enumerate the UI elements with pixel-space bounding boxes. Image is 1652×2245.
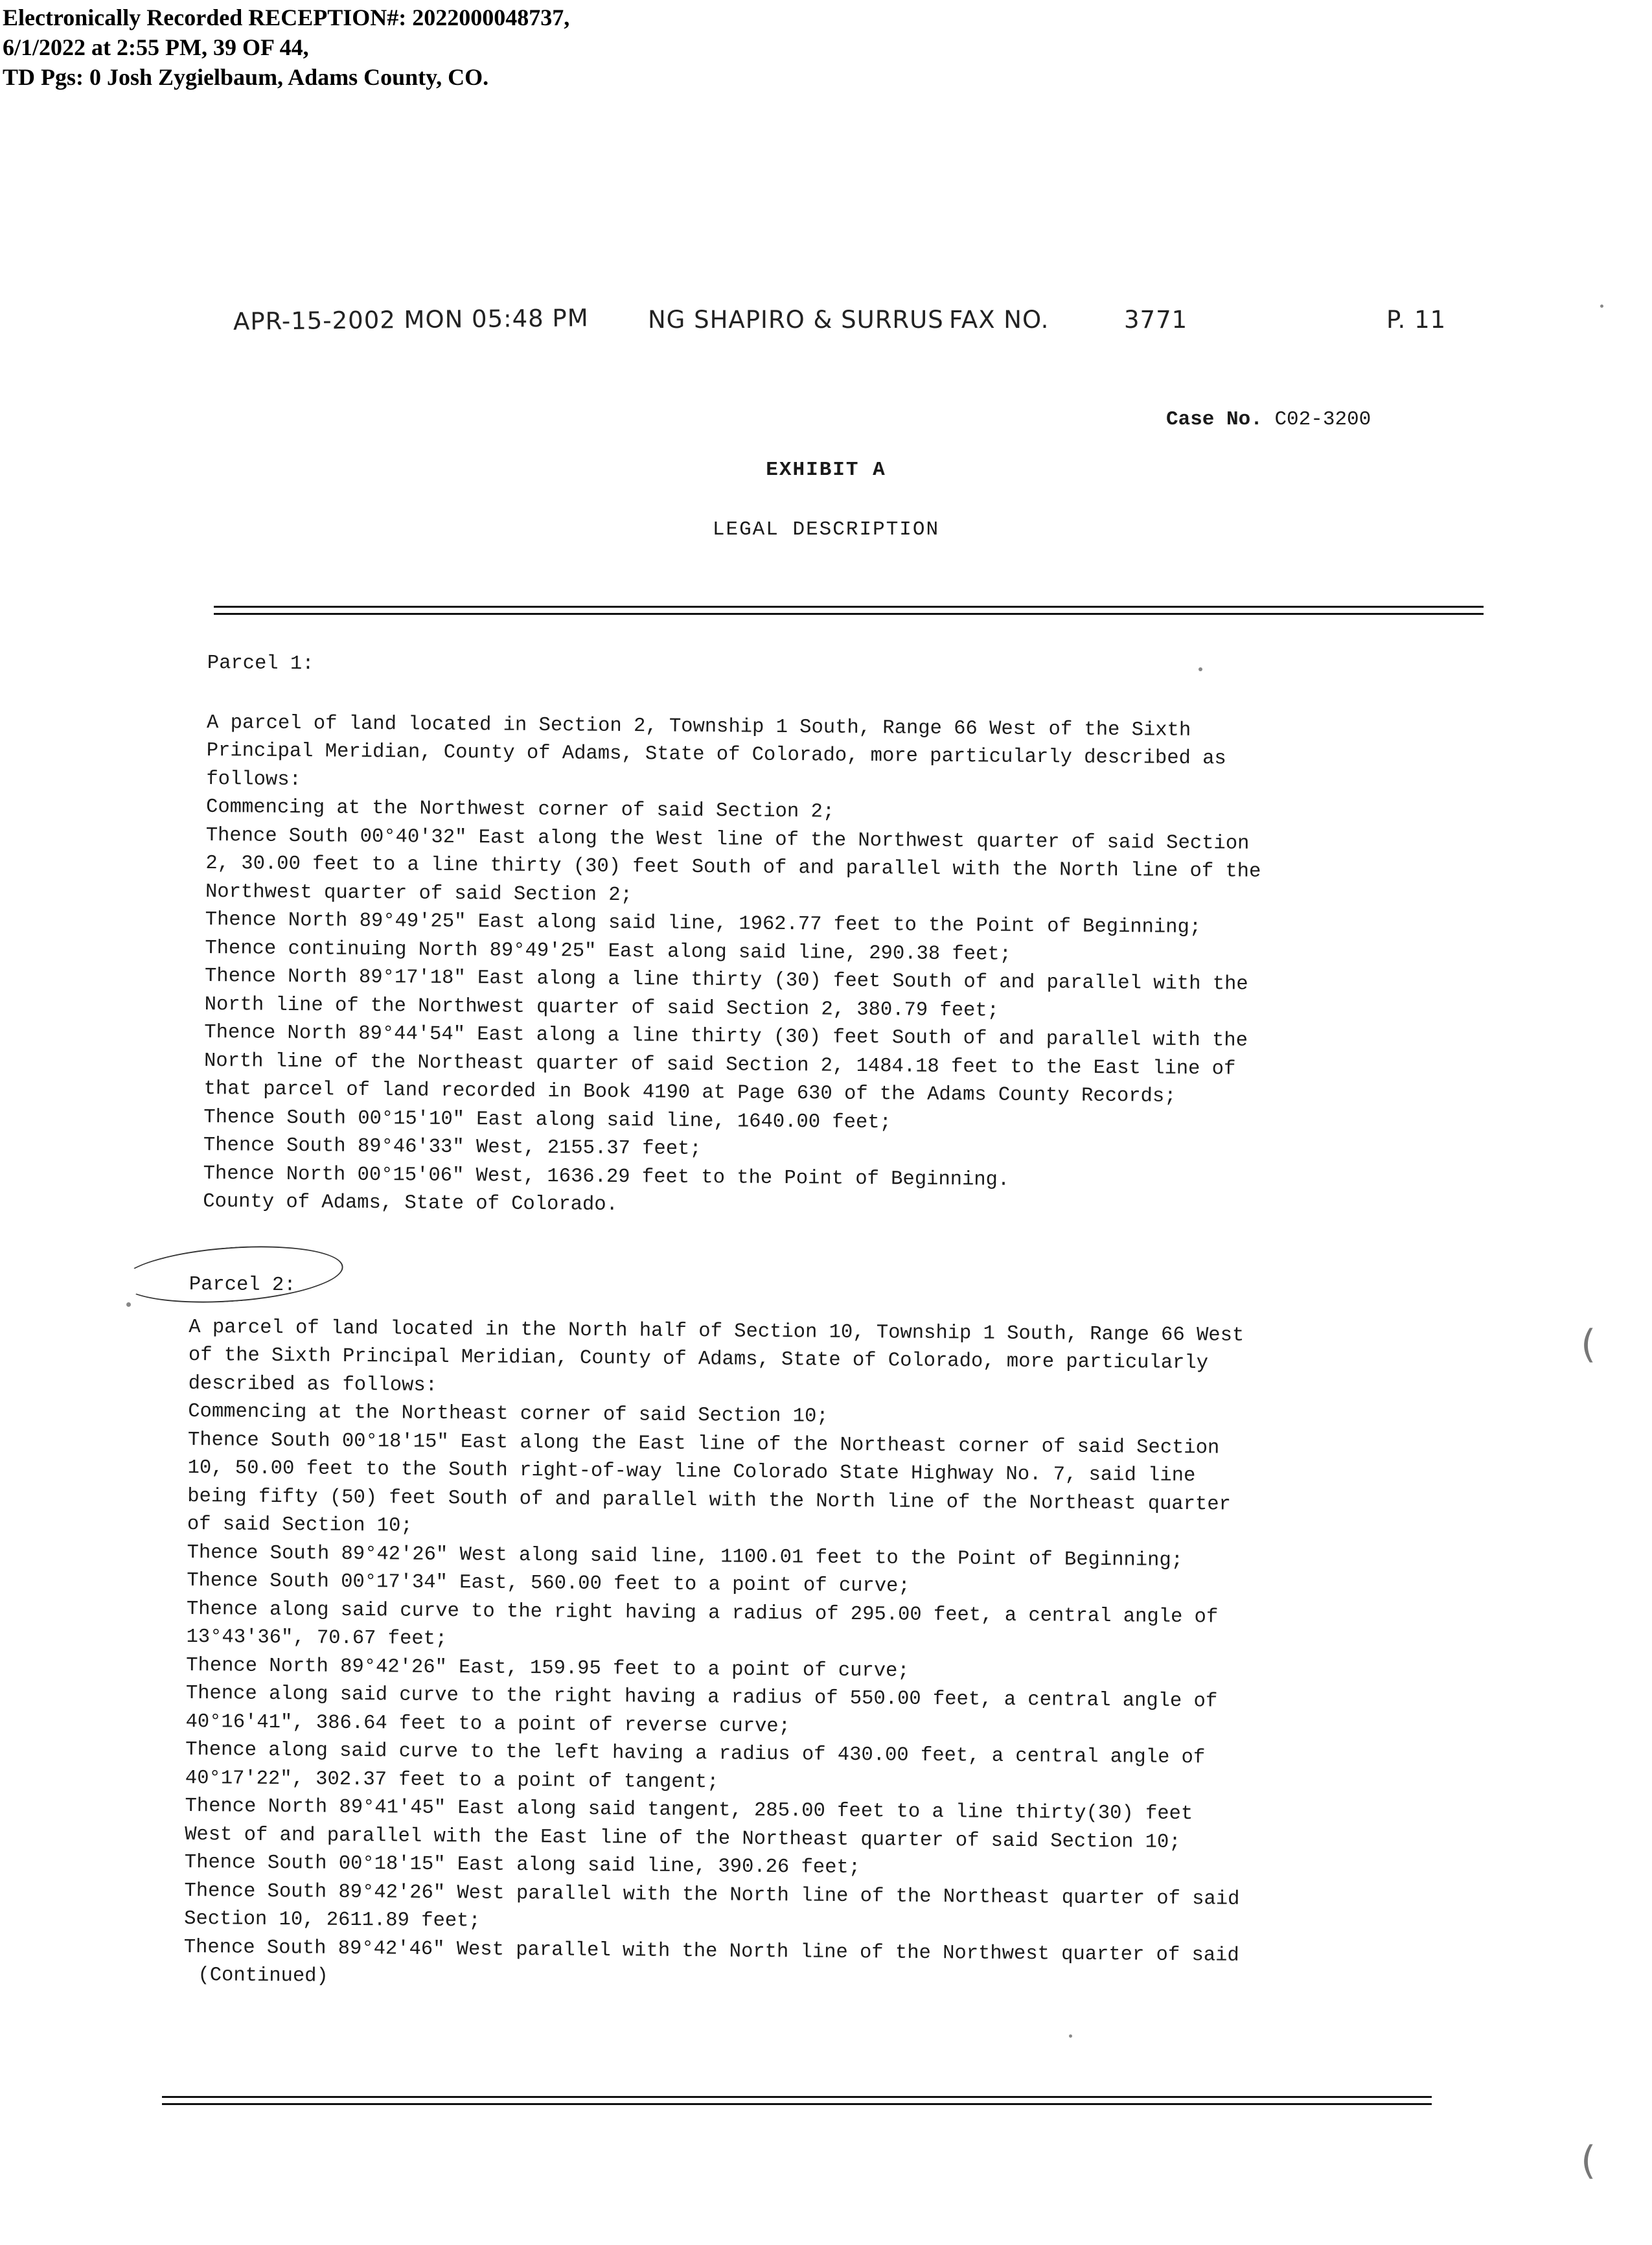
parcel-1-line: 2, 30.00 feet to a line thirty (30) feet South of and parallel with the North line of the [205,852,1261,883]
parcel-2-line: Commencing at the Northeast corner of said Section 10; [188,1400,829,1428]
parcel-2-heading: Parcel 2: [189,1273,296,1297]
parcel-1-line: North line of the Northwest quarter of said Section 2, 380.79 feet; [204,993,1000,1022]
scan-speck [1199,667,1202,671]
parcel-2-body [183,1313,1244,1998]
fax-sender: NG SHAPIRO & SURRUS [648,306,944,334]
recording-line-3: TD Pgs: 0 Josh Zygielbaum, Adams County, CO. [3,64,489,90]
parcel-1-line: that parcel of land recorded in Book 4190 at Page 630 of the Adams County Records; [203,1077,1176,1108]
parcel-2-line: Thence South 00°17'34" East, 560.00 feet to a point of curve; [187,1569,910,1598]
parcel-1-section [203,650,1263,1225]
parcel-2-line: Thence along said curve to the right having a radius of 550.00 feet, a central angle of [185,1682,1218,1713]
parcel-2-line: A parcel of land located in the North half of Section 10, Township 1 South, Range 66 West [189,1316,1245,1347]
parcel-2-line: Thence South 00°18'15" East along the East line of the Northeast corner of said Section [187,1429,1220,1459]
parcel-2-line: described as follows: [188,1372,438,1397]
case-number-value: C02-3200 [1274,408,1371,431]
fax-number-label: FAX NO. [949,306,1050,334]
parcel-2-line: 10, 50.00 feet to the South right-of-way line Colorado State Highway No. 7, said line [187,1456,1196,1488]
recording-stamp [3,3,569,92]
parcel-1-line: Thence continuing North 89°49'25" East along said line, 290.38 feet; [205,937,1012,966]
parcel-1-line: A parcel of land located in Section 2, Township 1 South, Range 66 West of the Sixth [206,711,1191,742]
parcel-2-line: Section 10, 2611.89 feet; [184,1907,481,1933]
fax-header [233,306,1484,345]
parcel-2-line: Thence along said curve to the right having a radius of 295.00 feet, a central angle of [186,1598,1219,1628]
parcel-2-section [183,1271,1245,1998]
parcel-2-line: Thence North 89°42'26" East, 159.95 feet to a point of curve; [186,1654,910,1683]
scan-speck [1069,2034,1072,2038]
scan-speck [1600,305,1603,308]
parcel-2-line: Thence along said curve to the left having a radius of 430.00 feet, a central angle of [185,1738,1206,1769]
fax-date-time: APR-15-2002 MON 05:48 PM [233,304,589,336]
parcel-2-line: being fifty (50) feet South of and parallel with the North line of the Northeast quarter [187,1485,1232,1516]
fax-page-number: P. 11 [1386,306,1447,334]
parcel-1-line: North line of the Northeast quarter of said Section 2, 1484.18 feet to the East line of [203,1050,1236,1080]
parcel-2-line: Thence South 89°42'46" West parallel with the North line of the Northwest quarter of said [183,1936,1239,1967]
parcel-2-line: Thence South 89°42'26" West parallel with the North line of the Northeast quarter of said [184,1880,1240,1911]
bottom-divider-rule-2 [162,2103,1432,2105]
parcel-1-line: Thence North 89°17'18" East along a line thirty (30) feet South of and parallel with the [204,965,1248,996]
parcel-2-line: Thence North 89°41'45" East along said tangent, 285.00 feet to a line thirty(30) feet [185,1795,1193,1826]
margin-paren-mark-bottom: ( [1581,2138,1596,2183]
parcel-1-line: Thence North 89°44'54" East along a line thirty (30) feet South of and parallel with the [204,1021,1248,1052]
parcel-2-line: 40°16'41", 386.64 feet to a point of reverse curve; [185,1710,791,1738]
parcel-2-line: West of and parallel with the East line of the Northeast quarter of said Section 10; [185,1823,1181,1854]
exhibit-title: EXHIBIT A [766,459,886,481]
parcel-2-line: 40°17'22", 302.37 feet to a point of tangent; [185,1767,719,1793]
parcel-1-line: Thence South 00°15'10" East along said line, 1640.00 feet; [203,1106,892,1134]
fax-number-fragment: 3771 [1124,306,1188,334]
parcel-1-line: Thence South 00°40'32" East along the West line of the Northwest quarter of said Section [205,824,1250,855]
recording-line-1: Electronically Recorded RECEPTION#: 2022000048737, [3,5,570,30]
parcel-1-line: Northwest quarter of said Section 2; [205,881,633,906]
recording-line-2: 6/1/2022 at 2:55 PM, 39 OF 44, [3,34,309,60]
parcel-1-line: Thence North 89°49'25" East along said line, 1962.77 feet to the Point of Beginning; [205,908,1202,939]
parcel-1-line: Thence South 89°46'33" West, 2155.37 feet; [203,1134,702,1161]
parcel-1-line: Principal Meridian, County of Adams, State of Colorado, more particularly described as [206,739,1226,770]
parcel-1-body [203,709,1262,1225]
margin-paren-mark: ( [1581,1322,1596,1367]
continued-note: (Continued) [198,1964,328,1988]
parcel-1-line: Thence North 00°15'06" West, 1636.29 feet to the Point of Beginning. [203,1162,1010,1192]
parcel-1-line: County of Adams, State of Colorado. [203,1190,619,1217]
parcel-2-line: 13°43'36", 70.67 feet; [186,1626,448,1651]
legal-description-title: LEGAL DESCRIPTION [712,518,940,541]
parcel-2-line: of said Section 10; [187,1513,413,1537]
case-number [1166,408,1371,431]
top-divider-rule-1 [214,606,1484,608]
parcel-2-line: of the Sixth Principal Meridian, County of Adams, State of Colorado, more particularly [188,1344,1209,1375]
parcel-1-line: follows: [206,768,301,791]
bottom-divider-rule-1 [162,2096,1432,2098]
top-divider-rule-2 [214,613,1484,615]
parcel-1-line: Commencing at the Northwest corner of said Section 2; [205,796,835,823]
parcel-2-line: Thence South 00°18'15" East along said line, 390.26 feet; [184,1851,861,1880]
scan-speck [126,1302,131,1307]
case-number-label: Case No. [1166,408,1263,431]
parcel-1-heading: Parcel 1: [207,652,314,676]
parcel-2-line: Thence South 89°42'26" West along said line, 1100.01 feet to the Point of Beginning; [187,1541,1184,1572]
